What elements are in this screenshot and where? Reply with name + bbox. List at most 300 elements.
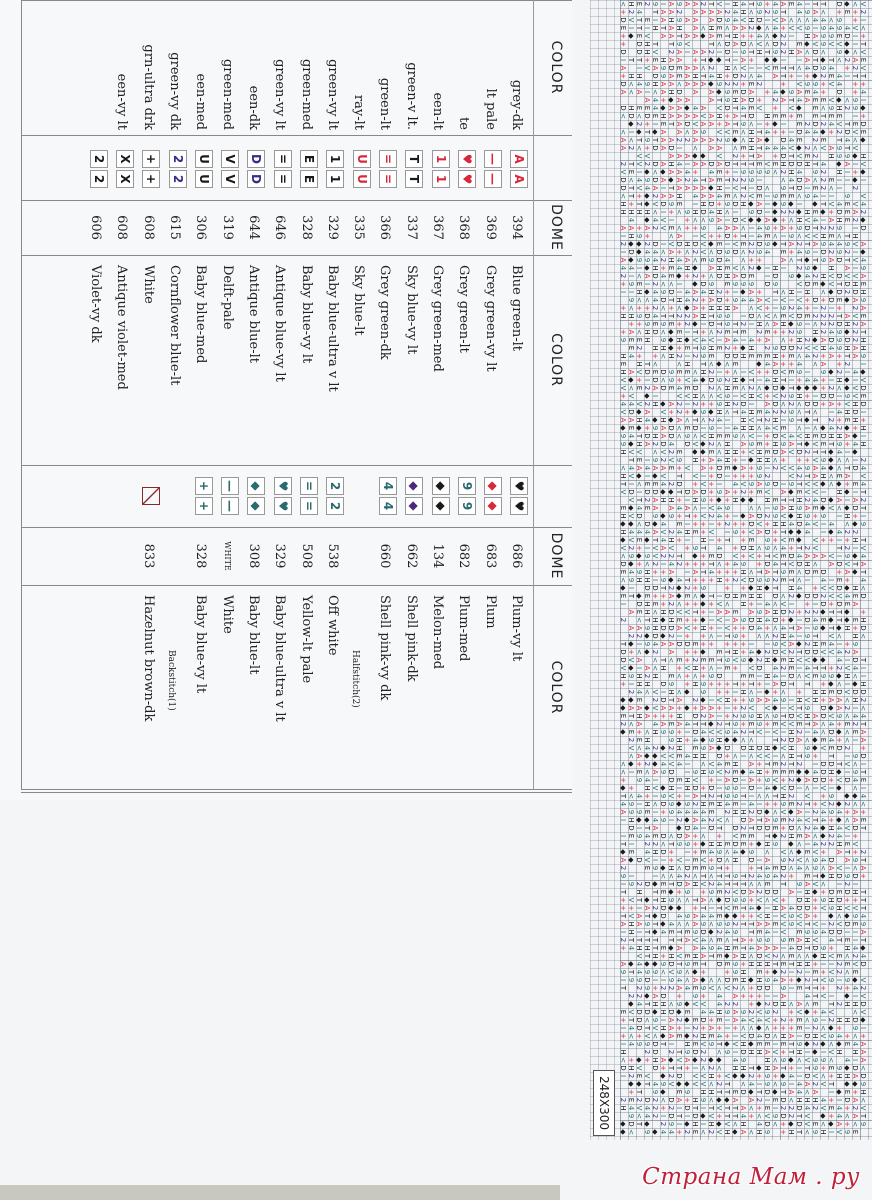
stitch-symbol: A <box>707 17 715 23</box>
stitch-symbol: T <box>683 513 691 519</box>
stitch-symbol: ◆ <box>659 921 667 927</box>
stitch-symbol: D <box>819 761 827 767</box>
stitch-symbol: 4 <box>803 65 811 71</box>
right-symbol-pair <box>326 472 346 520</box>
stitch-symbol: 4 <box>859 201 867 207</box>
stitch-symbol: ◆ <box>635 553 643 559</box>
stitch-symbol: I <box>827 306 835 310</box>
stitch-symbol: ◆ <box>787 617 795 623</box>
stitch-symbol: < <box>675 865 683 871</box>
stitch-symbol: A <box>659 433 667 439</box>
stitch-symbol: A <box>667 505 675 511</box>
stitch-symbol: E <box>811 505 819 511</box>
stitch-symbol: 2 <box>643 841 651 847</box>
stitch-symbol: I <box>747 322 755 326</box>
stitch-symbol: T <box>619 985 627 991</box>
stitch-symbol: E <box>691 641 699 647</box>
stitch-symbol: I <box>851 266 859 270</box>
stitch-symbol: 4 <box>627 569 635 575</box>
stitch-symbol: 9 <box>699 681 707 687</box>
stitch-symbol: I <box>659 242 667 246</box>
stitch-symbol: ◆ <box>627 505 635 511</box>
stitch-symbol: + <box>851 17 859 23</box>
stitch-symbol: 4 <box>851 777 859 783</box>
stitch-symbol: V <box>763 313 771 319</box>
stitch-symbol: I <box>715 482 723 486</box>
stitch-symbol: V <box>835 41 843 47</box>
stitch-symbol: E <box>835 297 843 303</box>
stitch-symbol: H <box>755 321 763 327</box>
stitch-symbol: < <box>755 793 763 799</box>
stitch-symbol: T <box>747 929 755 935</box>
stitch-symbol: I <box>771 994 779 998</box>
stitch-symbol: 9 <box>699 345 707 351</box>
stitch-symbol: ◆ <box>771 705 779 711</box>
stitch-symbol: H <box>619 201 627 207</box>
stitch-symbol: E <box>667 321 675 327</box>
stitch-symbol: 2 <box>667 481 675 487</box>
stitch-symbol: E <box>635 33 643 39</box>
stitch-symbol: D <box>731 249 739 255</box>
stitch-symbol: H <box>659 897 667 903</box>
stitch-symbol: < <box>675 361 683 367</box>
stitch-symbol: A <box>835 849 843 855</box>
stitch-symbol: 9 <box>643 321 651 327</box>
stitch-symbol: I <box>619 290 627 294</box>
stitch-symbol: E <box>803 153 811 159</box>
stitch-symbol: + <box>819 697 827 703</box>
stitch-symbol: < <box>683 249 691 255</box>
stitch-symbol: 9 <box>835 225 843 231</box>
stitch-symbol: 9 <box>643 137 651 143</box>
stitch-symbol: 4 <box>771 89 779 95</box>
stitch-symbol: I <box>779 674 787 678</box>
stitch-symbol: E <box>843 417 851 423</box>
stitch-symbol: V <box>747 1017 755 1023</box>
stitch-symbol: 4 <box>739 1113 747 1119</box>
stitch-symbol: 9 <box>819 673 827 679</box>
stitch-symbol: H <box>755 1049 763 1055</box>
symbol-chip: = <box>300 477 318 495</box>
stitch-symbol: + <box>691 705 699 711</box>
symbol-chip: ◆ <box>432 497 450 515</box>
stitch-symbol: 9 <box>803 265 811 271</box>
stitch-symbol: E <box>675 657 683 663</box>
stitch-symbol: + <box>675 377 683 383</box>
stitch-symbol: 9 <box>787 481 795 487</box>
stitch-symbol: D <box>779 865 787 871</box>
stitch-symbol: I <box>731 58 739 62</box>
stitch-symbol: + <box>699 297 707 303</box>
stitch-symbol: 9 <box>803 465 811 471</box>
stitch-symbol: < <box>699 65 707 71</box>
stitch-symbol: V <box>707 761 715 767</box>
stitch-symbol: I <box>819 922 827 926</box>
stitch-symbol: T <box>643 1081 651 1087</box>
stitch-symbol: < <box>715 385 723 391</box>
stitch-symbol: A <box>667 137 675 143</box>
stitch-symbol: ◆ <box>683 1081 691 1087</box>
stitch-symbol: A <box>667 193 675 199</box>
stitch-symbol: 9 <box>723 321 731 327</box>
stitch-symbol: ◆ <box>707 1057 715 1063</box>
stitch-symbol: V <box>659 473 667 479</box>
stitch-symbol: 4 <box>819 809 827 815</box>
stitch-symbol: ◆ <box>627 121 635 127</box>
stitch-symbol: I <box>683 330 691 334</box>
stitch-symbol: A <box>771 321 779 327</box>
stitch-symbol: 4 <box>627 433 635 439</box>
stitch-symbol: + <box>787 977 795 983</box>
stitch-symbol: 2 <box>843 105 851 111</box>
stitch-symbol: 9 <box>707 281 715 287</box>
stitch-symbol: < <box>811 561 819 567</box>
stitch-symbol: H <box>811 329 819 335</box>
stitch-symbol: V <box>683 393 691 399</box>
stitch-symbol: V <box>811 881 819 887</box>
stitch-symbol: E <box>619 361 627 367</box>
stitch-symbol: 2 <box>675 1017 683 1023</box>
stitch-symbol: A <box>787 441 795 447</box>
stitch-symbol: 2 <box>827 313 835 319</box>
stitch-symbol: H <box>771 609 779 615</box>
stitch-symbol: ◆ <box>643 993 651 999</box>
stitch-symbol: < <box>667 873 675 879</box>
stitch-symbol: E <box>723 961 731 967</box>
stitch-symbol: < <box>651 169 659 175</box>
middle-color-name: Antique blue-lt <box>246 265 261 363</box>
stitch-symbol: 9 <box>635 313 643 319</box>
stitch-symbol: 2 <box>691 1033 699 1039</box>
middle-dome-number: 366 <box>377 215 393 240</box>
stitch-symbol: H <box>619 313 627 319</box>
stitch-symbol: I <box>795 202 803 206</box>
stitch-symbol: 9 <box>715 81 723 87</box>
stitch-symbol: A <box>635 753 643 759</box>
stitch-symbol: 2 <box>787 777 795 783</box>
stitch-symbol: T <box>651 897 659 903</box>
stitch-symbol: A <box>723 489 731 495</box>
stitch-symbol: T <box>651 945 659 951</box>
stitch-symbol: H <box>723 385 731 391</box>
stitch-symbol: + <box>683 657 691 663</box>
stitch-symbol: H <box>715 1009 723 1015</box>
stitch-symbol: 4 <box>763 145 771 151</box>
stitch-symbol: A <box>731 113 739 119</box>
symbol-chip: 9 <box>458 497 476 515</box>
stitch-symbol: H <box>747 345 755 351</box>
stitch-symbol: 9 <box>843 193 851 199</box>
stitch-symbol: T <box>747 681 755 687</box>
stitch-symbol: H <box>787 585 795 591</box>
stitch-symbol: 9 <box>819 257 827 263</box>
stitch-symbol: A <box>691 569 699 575</box>
stitch-symbol: V <box>859 473 867 479</box>
stitch-symbol: D <box>851 1017 859 1023</box>
stitch-symbol: + <box>755 289 763 295</box>
stitch-symbol: H <box>787 49 795 55</box>
stitch-symbol: T <box>819 201 827 207</box>
stitch-symbol: + <box>819 1065 827 1071</box>
stitch-symbol: 2 <box>731 921 739 927</box>
legend-rule <box>21 585 572 586</box>
stitch-symbol: H <box>675 25 683 31</box>
stitch-symbol: 4 <box>675 809 683 815</box>
stitch-symbol: H <box>827 897 835 903</box>
stitch-symbol: H <box>819 1129 827 1135</box>
stitch-symbol: 2 <box>675 817 683 823</box>
stitch-symbol: 9 <box>803 745 811 751</box>
stitch-symbol: 9 <box>675 1 683 7</box>
stitch-symbol: ◆ <box>795 593 803 599</box>
stitch-symbol: 2 <box>859 697 867 703</box>
middle-dome-number: 367 <box>430 215 446 240</box>
right-dome-number: 660 <box>377 543 393 569</box>
stitch-symbol: < <box>699 25 707 31</box>
stitch-symbol: A <box>811 241 819 247</box>
stitch-symbol: I <box>851 250 859 254</box>
symbol-chip: 2 <box>326 497 344 515</box>
stitch-symbol: I <box>811 250 819 254</box>
stitch-symbol: E <box>787 1 795 7</box>
stitch-symbol: 4 <box>707 913 715 919</box>
stitch-symbol: A <box>707 265 715 271</box>
stitch-symbol: I <box>755 602 763 606</box>
stitch-symbol: 4 <box>715 417 723 423</box>
stitch-symbol: 4 <box>747 337 755 343</box>
stitch-symbol: 4 <box>771 561 779 567</box>
stitch-symbol: I <box>763 274 771 278</box>
stitch-symbol: I <box>851 1058 859 1062</box>
stitch-symbol: T <box>787 681 795 687</box>
stitch-symbol: + <box>739 649 747 655</box>
stitch-symbol: 4 <box>851 441 859 447</box>
stitch-symbol: 4 <box>859 953 867 959</box>
stitch-symbol: ◆ <box>691 553 699 559</box>
stitch-symbol: 2 <box>707 441 715 447</box>
stitch-symbol: T <box>771 569 779 575</box>
stitch-symbol: V <box>803 1057 811 1063</box>
stitch-symbol: 2 <box>811 609 819 615</box>
stitch-symbol: I <box>683 762 691 766</box>
stitch-symbol: T <box>755 865 763 871</box>
stitch-symbol: ◆ <box>715 497 723 503</box>
stitch-symbol: < <box>851 49 859 55</box>
stitch-symbol: H <box>779 633 787 639</box>
stitch-symbol: A <box>699 121 707 127</box>
stitch-symbol: V <box>731 265 739 271</box>
stitch-symbol: A <box>675 57 683 63</box>
stitch-symbol: E <box>787 193 795 199</box>
stitch-symbol: D <box>851 289 859 295</box>
symbol-chip: V <box>221 150 239 168</box>
stitch-symbol: 9 <box>755 169 763 175</box>
stitch-symbol: A <box>659 425 667 431</box>
stitch-symbol: T <box>699 721 707 727</box>
stitch-symbol: 2 <box>683 1129 691 1135</box>
stitch-symbol: 2 <box>771 633 779 639</box>
stitch-symbol: ◆ <box>715 897 723 903</box>
stitch-symbol: A <box>707 193 715 199</box>
stitch-symbol: 4 <box>691 177 699 183</box>
stitch-symbol: ◆ <box>819 1113 827 1119</box>
stitch-symbol: < <box>643 561 651 567</box>
stitch-symbol: I <box>755 378 763 382</box>
stitch-symbol: E <box>811 1121 819 1127</box>
stitch-symbol: A <box>811 553 819 559</box>
stitch-symbol: A <box>747 89 755 95</box>
stitch-symbol: I <box>619 234 627 238</box>
stitch-symbol: A <box>675 945 683 951</box>
stitch-symbol: D <box>691 713 699 719</box>
stitch-symbol: A <box>691 89 699 95</box>
stitch-symbol: T <box>779 497 787 503</box>
stitch-symbol: V <box>787 105 795 111</box>
stitch-symbol: ◆ <box>715 57 723 63</box>
stitch-symbol: 2 <box>635 985 643 991</box>
stitch-symbol: I <box>619 1042 627 1046</box>
stitch-symbol: < <box>667 657 675 663</box>
stitch-symbol: D <box>635 1009 643 1015</box>
stitch-symbol: 2 <box>755 657 763 663</box>
stitch-symbol: H <box>739 1041 747 1047</box>
stitch-symbol: D <box>723 49 731 55</box>
stitch-symbol: T <box>667 697 675 703</box>
stitch-symbol: 2 <box>651 697 659 703</box>
stitch-symbol: < <box>827 1041 835 1047</box>
stitch-symbol: 4 <box>643 249 651 255</box>
stitch-symbol: T <box>795 417 803 423</box>
stitch-symbol: 2 <box>811 1081 819 1087</box>
stitch-symbol: 4 <box>731 729 739 735</box>
stitch-symbol: A <box>667 1017 675 1023</box>
stitch-symbol: E <box>811 569 819 575</box>
stitch-symbol: H <box>643 577 651 583</box>
stitch-symbol: ◆ <box>667 889 675 895</box>
stitch-symbol: D <box>803 401 811 407</box>
stitch-symbol: T <box>771 737 779 743</box>
stitch-symbol: D <box>667 1113 675 1119</box>
stitch-symbol: H <box>851 417 859 423</box>
stitch-symbol: + <box>707 401 715 407</box>
stitch-symbol: 9 <box>699 497 707 503</box>
stitch-symbol: E <box>747 273 755 279</box>
stitch-symbol: < <box>851 673 859 679</box>
stitch-symbol: E <box>811 1001 819 1007</box>
stitch-symbol: + <box>803 601 811 607</box>
stitch-symbol: 9 <box>659 337 667 343</box>
stitch-symbol: D <box>627 113 635 119</box>
stitch-symbol: ◆ <box>771 969 779 975</box>
stitch-symbol: + <box>723 681 731 687</box>
stitch-symbol: H <box>811 1097 819 1103</box>
stitch-symbol: 9 <box>771 713 779 719</box>
stitch-symbol: A <box>755 297 763 303</box>
stitch-symbol: 9 <box>787 89 795 95</box>
stitch-symbol: 4 <box>827 345 835 351</box>
stitch-symbol: A <box>619 921 627 927</box>
stitch-symbol: 2 <box>787 209 795 215</box>
stitch-symbol: V <box>795 281 803 287</box>
stitch-symbol: D <box>627 1121 635 1127</box>
stitch-symbol: 9 <box>643 921 651 927</box>
stitch-symbol: A <box>763 857 771 863</box>
stitch-symbol: I <box>763 906 771 910</box>
stitch-symbol: 2 <box>779 393 787 399</box>
stitch-symbol: 9 <box>667 513 675 519</box>
stitch-symbol: E <box>715 25 723 31</box>
stitch-symbol: H <box>819 273 827 279</box>
stitch-symbol: 4 <box>715 993 723 999</box>
stitch-symbol: E <box>755 929 763 935</box>
right-symbol-pair <box>248 472 268 520</box>
stitch-symbol: + <box>819 985 827 991</box>
stitch-symbol: + <box>691 849 699 855</box>
stitch-symbol: A <box>651 993 659 999</box>
stitch-symbol: 2 <box>811 1105 819 1111</box>
stitch-symbol: 4 <box>795 553 803 559</box>
stitch-symbol: 9 <box>851 913 859 919</box>
stitch-symbol: + <box>635 561 643 567</box>
stitch-symbol: + <box>755 777 763 783</box>
stitch-symbol: 2 <box>707 817 715 823</box>
stitch-symbol: + <box>755 993 763 999</box>
stitch-symbol: 2 <box>827 801 835 807</box>
stitch-symbol: 9 <box>723 313 731 319</box>
stitch-symbol: I <box>843 834 851 838</box>
stitch-symbol: I <box>811 786 819 790</box>
stitch-symbol: A <box>659 17 667 23</box>
stitch-symbol: I <box>715 50 723 54</box>
stitch-symbol: T <box>651 41 659 47</box>
stitch-symbol: E <box>763 1105 771 1111</box>
stitch-symbol: I <box>819 194 827 198</box>
stitch-symbol: + <box>771 329 779 335</box>
stitch-symbol: H <box>699 1033 707 1039</box>
stitch-symbol: I <box>627 290 635 294</box>
stitch-symbol: ◆ <box>675 1009 683 1015</box>
stitch-symbol: H <box>635 945 643 951</box>
stitch-symbol: ◆ <box>643 649 651 655</box>
stitch-symbol: 2 <box>707 1065 715 1071</box>
stitch-symbol: + <box>723 753 731 759</box>
stitch-symbol: E <box>627 729 635 735</box>
stitch-symbol: + <box>819 89 827 95</box>
stitch-symbol: ◆ <box>859 249 867 255</box>
middle-dome-number: 368 <box>456 215 472 240</box>
stitch-symbol: D <box>747 857 755 863</box>
stitch-symbol: I <box>835 642 843 646</box>
stitch-symbol: < <box>707 665 715 671</box>
stitch-symbol: + <box>843 481 851 487</box>
stitch-symbol: + <box>691 601 699 607</box>
stitch-symbol: < <box>683 897 691 903</box>
stitch-symbol: 9 <box>699 129 707 135</box>
stitch-symbol: T <box>819 113 827 119</box>
stitch-symbol: D <box>835 289 843 295</box>
stitch-symbol: 4 <box>683 297 691 303</box>
stitch-symbol: 2 <box>707 49 715 55</box>
stitch-symbol: 9 <box>835 249 843 255</box>
stitch-symbol: V <box>747 449 755 455</box>
stitch-symbol: H <box>659 1009 667 1015</box>
stitch-symbol: H <box>755 977 763 983</box>
stitch-symbol: < <box>843 697 851 703</box>
stitch-symbol: D <box>659 385 667 391</box>
stitch-symbol: + <box>683 681 691 687</box>
stitch-symbol: + <box>803 457 811 463</box>
stitch-symbol: + <box>619 9 627 15</box>
